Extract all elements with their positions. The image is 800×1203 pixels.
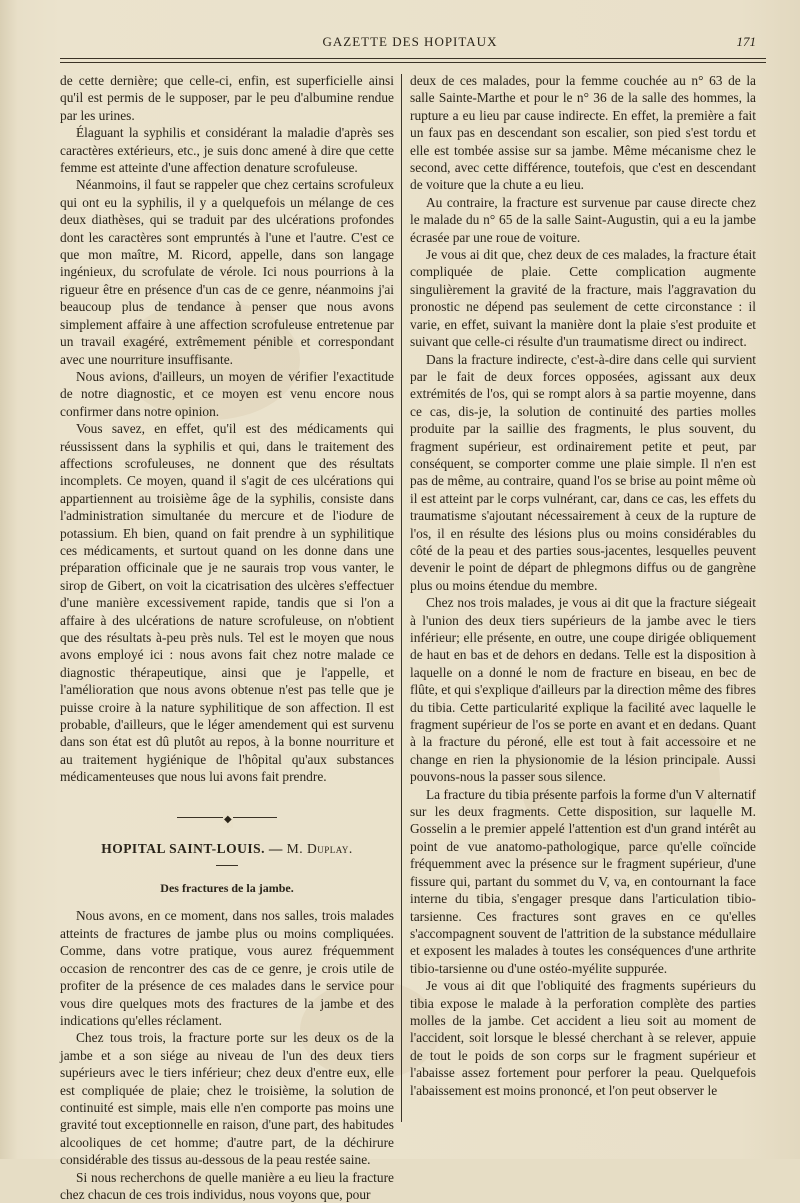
section-divider [177,813,277,825]
paragraph: Si nous recherchons de quelle manière a eu lieu la fracture chez chacun de ces trois individus, nous voyons que, pour [60,1169,394,1202]
paragraph: Néanmoins, il faut se rappeler que chez certains scrofuleux qui ont eu la syphilis, il y a quelquefois un mélange de ces deux diathèses, qui se traduit par des ulcérations profondes dont les caractères sont empruntés à l'une et l'autre. C'est ce que mon maître, M. Ricord, appelle, dans son langage ingénieux, du scrofulate de vérole. Ici nous pourrions à la rigueur être en présence d'un cas de ce genre, néanmoins j'ai beaucoup plus de tendance à penser que nous avons simplement affaire à une affection scrofuleuse entretenue par un travail exagéré, extrêmement pénible et correspondant avec une nourriture insuffisante. [60,177,394,367]
header-rule [60,58,766,63]
paragraph: Nous avons, en ce moment, dans nos salles, trois malades atteints de fractures de jambe plus ou moins compliquées. Comme, dans votre pratique, vous aurez fréquemment occasion de rencontrer des cas de ce genre, je crois utile de profiter de la présence de ces malades dans le service pour vous dire quelques mots des fractures de la jambe et des indications qu'elles réclament. [60,908,394,1028]
paragraph: Nous avions, d'ailleurs, un moyen de vérifier l'exactitude de notre diagnostic, et ce moyen est venu encore nous confirmer dans notre opinion. [60,368,394,419]
paragraph: deux de ces malades, pour la femme couchée au n° 63 de la salle Sainte-Marthe et pour le n° 36 de la salle des hommes, la rupture a eu lieu par cause indirecte. En effet, la première a fait un faux pas en descendant son escalier, son pied s'est tordu et elle est tombée assise sur sa jambe. Même mécanisme chez le second, avec cette différence, toutefois, que c'est en descendant de voiture que la chute a eu lieu. [410,73,756,193]
section-author: M. Duplay. [286,840,353,856]
paragraph: Je vous ai dit que l'obliquité des fragments supérieurs du tibia expose le malade à la perforation complète des parties molles de la jambe. Cet accident a lieu soit au moment de l'accident, soit lorsque le blessé cherchant à se relever, appuie de tout le poids de son corps sur le fragment supérieur et l'abaisse assez fortement pour perforer la peau. Quelquefois l'abaissement est moins prononcé, et l'on peut observer le [410,978,756,1098]
right-column [410,72,756,1099]
paragraph: La fracture du tibia présente parfois la forme d'un V alternatif sur les deux fragments. Cette disposition, sur laquelle M. Gosselin a le premier appelé l'attention est d'un grand intérêt au point de vue anatomo-pathologique, parce qu'elle coïncide fréquemment avec la présence sur le fragment supérieur, d'une fissure qui, partant du sommet du V, va, en contournant la face interne du tibia, s'engager presque dans l'articulation tibio-tarsienne. Ces fractures sont graves en ce qu'elles s'accompagnent souvent de l'attrition de la substance médullaire et exposent les malades à toutes les conséquences d'une arthrite tibio-tarsienne ou d'une ostéo-myélite suppurée. [410,786,756,976]
ornament-icon: ◆ [223,811,233,828]
left-column [60,72,394,1203]
paragraph: Au contraire, la fracture est survenue par cause directe chez le malade du n° 65 de la salle Saint-Augustin, qui a eu la jambe écrasée par une roue de voiture. [410,194,756,245]
subsection-title: Des fractures de la jambe. [160,881,294,896]
section-heading [60,840,394,857]
publication-title: GAZETTE DES HOPITAUX [322,34,498,49]
paragraph: de cette dernière; que celle-ci, enfin, est superficielle ainsi qu'il est permis de le supposer, par le peu d'albumine rendue par les urines. [60,73,394,123]
paragraph: Je vous ai dit que, chez deux de ces malades, la fracture était compliquée de plaie. Cette complication augmente singulièrement la gravité de la fracture, mais l'aggravation du pronostic ne dépend pas seulement de cette circonstance : il varie, en effet, suivant la manière dont la plaie s'est produite et suivant que celle-ci résulte d'un traumatisme direct ou indirect. [410,247,756,350]
column-divider [401,74,402,1122]
paragraph: Dans la fracture indirecte, c'est-à-dire dans celle qui survient par le fait de deux forces opposées, agissant aux deux extrémités de l'os, qui se rompt alors à sa partie moyenne, dans ce cas, dis-je, la solution de continuité des parties molles produite par la saillie des fragments, le plus souvent, du fragment supérieur, est ordinairement petite et peut, par conséquent, se comporter comme une plaie simple. Il n'en est pas de même, au contraire, quand l'os se brise au point même où il est atteint par le corps vulnérant, car, dans ce cas, les effets du traumatisme s'ajoutant nécessairement à ceux de la rupture de l'os, il en résulte des lésions plus ou moins considérables du côté de la peau et des parties sous-jacentes, lesquelles peuvent devenir le point de départ de phlegmons diffus ou de gangrène plus ou moins étendue du membre. [410,351,756,593]
page-header [60,34,760,58]
section-title: HOPITAL SAINT-LOUIS. — [101,840,283,856]
paragraph: Élaguant la syphilis et considérant la maladie d'après ses caractères extérieurs, etc., je suis donc amené à dire que cette femme est atteinte d'une affection denature scrofuleuse. [60,125,394,176]
short-divider [216,865,238,866]
paragraph: Chez tous trois, la fracture porte sur les deux os de la jambe et a son siége au niveau de l'un des deux tiers supérieurs avec le tiers inférieur; chez deux d'entre eux, elle est compliquée de plaie; chez le troisième, la solution de continuité est simple, mais elle n'en comporte pas moins une gravité tout exceptionnelle en raison, d'une part, des habitudes alcooliques de cet homme; d'autre part, de la déchirure considérable des tissus au-dessous de la peau restée saine. [60,1030,394,1168]
page-number: 171 [736,34,756,49]
paragraph: Chez nos trois malades, je vous ai dit que la fracture siégeait à l'union des deux tiers supérieurs de la jambe avec le tiers inférieur; elle présente, en outre, une coupe dirigée obliquement de haut en bas et de dehors en dedans. Telle est la disposition à laquelle on a donné le nom de fracture en biseau, en bec de flûte, et qui s'explique d'ailleurs par la direction même des fibres du tibia. Cette particularité explique la facilité avec laquelle le fragment supérieur de l'os se porte en avant et en dedans. Quant à la fracture du péroné, elle est tout à fait accessoire et ne change en rien la physionomie de la lésion principale. Aussi pouvons-nous la passer sous silence. [410,595,756,785]
paragraph: Vous savez, en effet, qu'il est des médicaments qui réussissent dans la syphilis et qui, dans le traitement des affections scrofuleuses, ne donnent que des résultats incomplets. Ce moyen, quand il s'agit de ces ulcérations qui appartiennent au troisième âge de la syphilis, consiste dans l'administration simultanée du mercure et de l'iodure de potassium. Eh bien, quand on fait prendre à un syphilitique ces médicaments, et surtout quand on les donne dans une préparation officinale que je ne saurais trop vous vanter, le sirop de Gibert, on voit la cicatrisation des ulcères s'effectuer d'une manière excessivement rapide, tandis que si l'on a affaire à des ulcérations de nature scrofuleuse, on n'obtient que des résultats à-peu près nuls. Tel est le moyen que nous avons employé ici : nous avons fait chez notre malade ce diagnostic thérapeutique, ainsi que je l'appelle, et l'amélioration que nous avons obtenue n'est pas telle que je puisse croire à la nature syphilitique de son affection. Il est probable, d'ailleurs, que le léger amendement qui est survenu dans son état est dû plutôt au repos, à la bonne nourriture et au traitement hygiénique de l'hôpital qu'aux substances médicamenteuses que nous lui avons fait prendre. [60,421,394,785]
